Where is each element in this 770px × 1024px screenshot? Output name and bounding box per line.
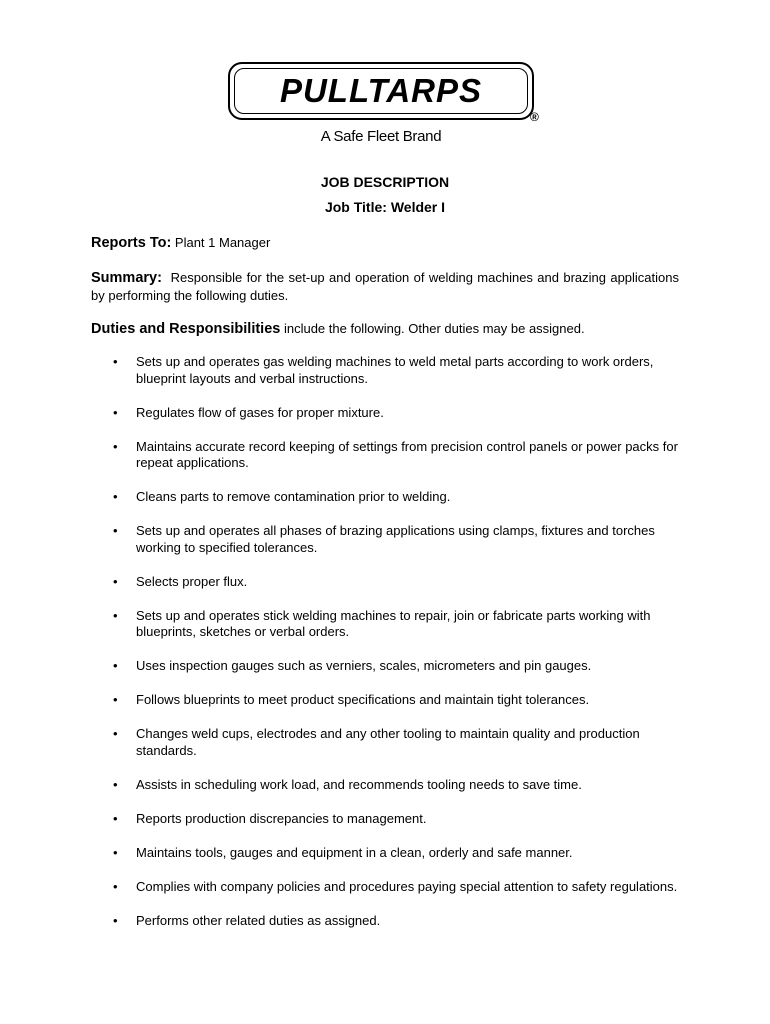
- reports-to-value: Plant 1 Manager: [174, 235, 271, 250]
- duty-list-item: [113, 777, 679, 794]
- duty-list-item: [113, 913, 679, 930]
- duty-text: Performs other related duties as assigned.: [136, 912, 381, 928]
- summary-label: Summary:: [91, 270, 162, 286]
- duty-text: Assists in scheduling work load, and recommends tooling needs to save time.: [136, 776, 582, 792]
- duty-text: Sets up and operates all phases of brazing applications using clamps, fixtures and torches working to specified tolerances.: [136, 523, 655, 555]
- bullet-icon: •: [113, 438, 118, 454]
- bullet-icon: •: [113, 404, 118, 420]
- duty-text: Maintains tools, gauges and equipment in a clean, orderly and safe manner.: [136, 844, 573, 860]
- bullet-icon: •: [113, 489, 118, 504]
- bullet-icon: •: [113, 573, 118, 589]
- bullet-icon: •: [113, 726, 118, 741]
- duty-list-item: [113, 354, 679, 387]
- duty-text: Selects proper flux.: [136, 573, 248, 589]
- duty-text: Sets up and operates stick welding machines to repair, join or fabricate parts working with blueprints, sketches or verbal orders.: [136, 607, 651, 639]
- duty-text: Uses inspection gauges such as verniers, scales, micrometers and pin gauges.: [136, 658, 592, 673]
- duty-text: Follows blueprints to meet product specifications and maintain tight tolerances.: [136, 692, 590, 707]
- bullet-icon: •: [113, 658, 118, 673]
- duty-list-item: [113, 523, 679, 556]
- bullet-icon: •: [113, 776, 118, 792]
- duty-text: Changes weld cups, electrodes and any other tooling to maintain quality and production standards.: [136, 726, 640, 758]
- bullet-icon: •: [113, 354, 118, 369]
- duty-list-item: [113, 879, 679, 896]
- bullet-icon: •: [113, 607, 118, 623]
- duties-list: [113, 354, 679, 947]
- reports-to-label: Reports To:: [91, 235, 172, 251]
- document-type-heading: JOB DESCRIPTION: [320, 174, 450, 190]
- reports-to-line: [91, 234, 679, 252]
- duties-intro-line: [91, 320, 679, 338]
- duty-text: Cleans parts to remove contamination prior to welding.: [136, 489, 451, 504]
- duty-list-item: [113, 811, 679, 828]
- logo-tagline: A Safe Fleet Brand: [320, 128, 442, 145]
- duties-intro-text: include the following. Other duties may be assigned.: [283, 321, 585, 336]
- bullet-icon: •: [113, 692, 118, 707]
- bullet-icon: •: [113, 523, 118, 538]
- bullet-icon: •: [113, 844, 118, 860]
- duty-list-item: [113, 489, 679, 506]
- summary-paragraph: [91, 269, 679, 304]
- duty-text: Maintains accurate record keeping of settings from precision control panels or power packs for repeat applications.: [136, 438, 678, 470]
- duty-list-item: [113, 405, 679, 422]
- duty-list-item: [113, 439, 679, 472]
- duty-text: Sets up and operates gas welding machines to weld metal parts according to work orders, blueprint layouts and verbal instructions.: [136, 354, 654, 386]
- job-title-heading: Job Title: Welder I: [324, 199, 446, 215]
- duty-text: Reports production discrepancies to management.: [136, 810, 427, 826]
- duty-text: Complies with company policies and procedures paying special attention to safety regulations.: [136, 878, 678, 894]
- logo-brand-text: PULLTARPS: [279, 72, 483, 109]
- registered-mark: ®: [530, 110, 539, 124]
- bullet-icon: •: [113, 878, 118, 894]
- duty-list-item: [113, 845, 679, 862]
- duty-list-item: [113, 692, 679, 709]
- duty-text: Regulates flow of gases for proper mixture.: [136, 404, 384, 420]
- summary-text: Responsible for the set-up and operation of welding machines and brazing applications by performing the following duties.: [91, 270, 679, 303]
- company-logo: [228, 62, 546, 152]
- bullet-icon: •: [113, 912, 118, 928]
- duty-list-item: [113, 608, 679, 641]
- duty-list-item: [113, 658, 679, 675]
- duty-list-item: [113, 574, 679, 591]
- bullet-icon: •: [113, 810, 118, 826]
- duty-list-item: [113, 726, 679, 759]
- duties-label: Duties and Responsibilities: [91, 321, 281, 337]
